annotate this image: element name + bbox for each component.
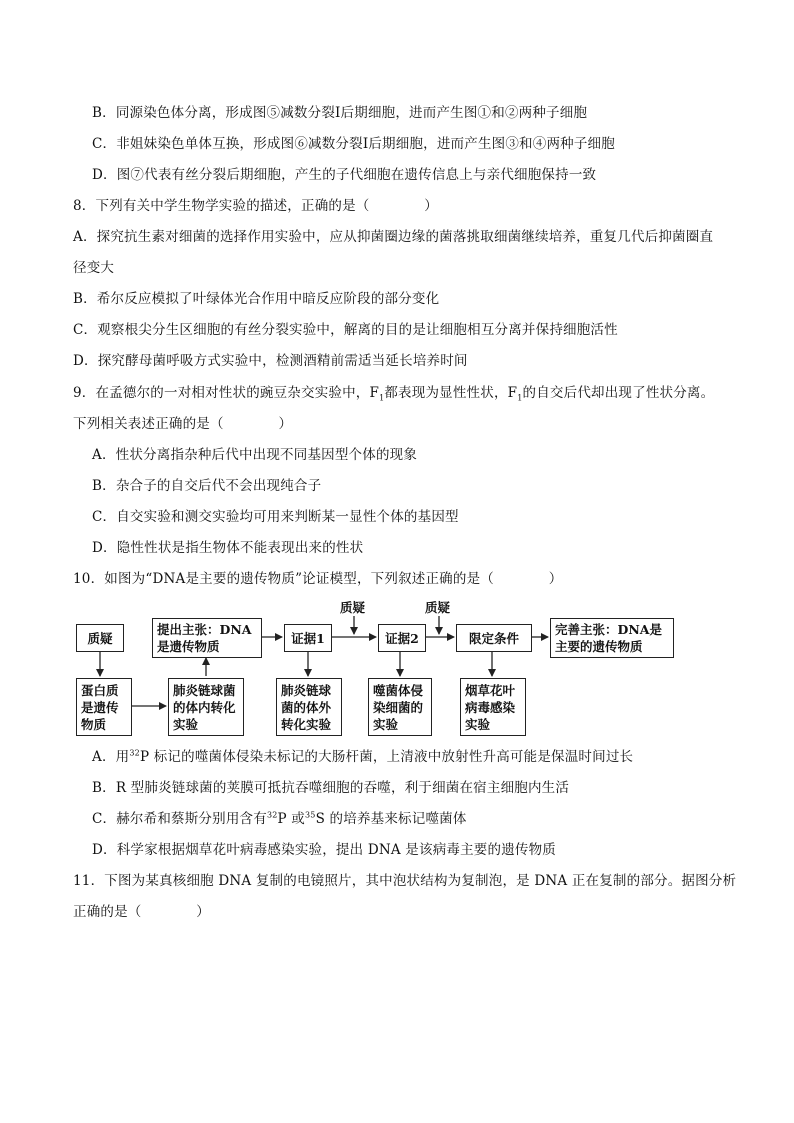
q10-option-d: D．科学家根据烟草花叶病毒感染实验，提出 DNA 是该病毒主要的遗传物质 — [92, 842, 556, 858]
q10-option-b: B．R 型肺炎链球菌的荚膜可抵抗吞噬细胞的吞噬，利于细菌在宿主细胞内生活 — [92, 780, 570, 796]
q8-option-b: B．希尔反应模拟了叶绿体光合作用中暗反应阶段的部分变化 — [73, 291, 440, 307]
q10-option-a-pre: A．用 — [92, 749, 130, 765]
box-phage-infection: 噬菌体侵染细菌的实验 — [368, 678, 432, 736]
q9-stem-part2: 都表现为显性性状，F — [384, 385, 518, 401]
box-refined-claim: 完善主张：DNA是主要的遗传物质 — [550, 618, 674, 658]
q9-subscript-2: 1 — [517, 393, 523, 403]
q7-option-d: D．图⑦代表有丝分裂后期细胞，产生的子代细胞在遗传信息上与亲代细胞保持一致 — [92, 167, 597, 183]
box-protein-hypothesis: 蛋白质是遗传物质 — [76, 678, 132, 736]
q9-stem-line1 — [73, 383, 714, 403]
label-zhiyi-1: 质疑 — [340, 600, 366, 615]
q10-option-c-pre: C．赫尔希和蔡斯分别用含有 — [92, 811, 267, 827]
q10-option-c-post: S 的培养基来标记噬菌体 — [315, 811, 467, 827]
q10-stem: 10．如图为“DNA是主要的遗传物质”论证模型，下列叙述正确的是（ ） — [73, 571, 563, 587]
q8-option-d: D．探究酵母菌呼吸方式实验中，检测酒精前需适当延长培养时间 — [73, 353, 468, 369]
q9-option-d: D．隐性性状是指生物体不能表现出来的性状 — [92, 540, 364, 556]
box-zhiyi: 质疑 — [76, 624, 124, 652]
q9-stem-part3: 的自交后代却出现了性状分离。 — [522, 385, 715, 401]
box-tmv-infection: 烟草花叶病毒感染实验 — [460, 678, 526, 736]
q9-subscript-1: 1 — [379, 393, 385, 403]
q10-option-a — [92, 747, 633, 767]
q10-option-c — [92, 809, 467, 829]
box-evidence2: 证据2 — [378, 624, 426, 652]
q10-option-c-isotope1: 32 — [266, 810, 278, 820]
dna-argument-diagram — [70, 594, 690, 739]
q9-option-a: A．性状分离指杂种后代中出现不同基因型个体的现象 — [92, 447, 418, 463]
q11-stem-line2: 正确的是（ ） — [73, 904, 210, 920]
q7-option-c: C．非姐妹染色单体互换，形成图⑥减数分裂Ⅰ后期细胞，进而产生图③和④两种子细胞 — [92, 136, 615, 152]
q8-option-c: C．观察根尖分生区细胞的有丝分裂实验中，解离的目的是让细胞相互分离并保持细胞活性 — [73, 322, 618, 338]
q10-option-a-post: P 标记的噬菌体侵染未标记的大肠杆菌，上清液中放射性升高可能是保温时间过长 — [139, 749, 634, 765]
q9-option-b: B．杂合子的自交后代不会出现纯合子 — [92, 478, 322, 494]
q8-option-a-line2: 径变大 — [73, 260, 115, 276]
q8-option-a-line1: A．探究抗生素对细菌的选择作用实验中，应从抑菌圈边缘的菌落挑取细菌继续培养，重复几代后抑菌圈直 — [73, 229, 714, 245]
q9-stem-line2: 下列相关表述正确的是（ ） — [73, 416, 293, 432]
box-in-vitro-transformation: 肺炎链球菌的体外转化实验 — [276, 678, 342, 736]
box-limiting-condition: 限定条件 — [456, 624, 532, 652]
q10-option-c-isotope2: 35 — [305, 810, 316, 820]
box-initial-claim: 提出主张：DNA 是遗传物质 — [152, 618, 262, 658]
box-in-vivo-transformation: 肺炎链球菌的体内转化实验 — [168, 678, 244, 736]
q7-option-b: B．同源染色体分离，形成图⑤减数分裂Ⅰ后期细胞，进而产生图①和②两种子细胞 — [92, 105, 588, 121]
q10-option-c-mid: P 或 — [277, 811, 306, 827]
q11-stem-line1: 11．下图为某真核细胞 DNA 复制的电镜照片，其中泡状结构为复制泡，是 DNA 正在复制的部分。据图分析 — [73, 873, 737, 889]
q9-stem-part1: 9．在孟德尔的一对相对性状的豌豆杂交实验中，F — [73, 385, 380, 401]
q9-option-c: C．自交实验和测交实验均可用来判断某一显性个体的基因型 — [92, 509, 459, 525]
box-evidence1: 证据1 — [284, 624, 332, 652]
q8-stem: 8．下列有关中学生物学实验的描述，正确的是（ ） — [73, 198, 438, 214]
label-zhiyi-2: 质疑 — [425, 600, 451, 615]
q10-option-a-isotope: 32 — [129, 748, 140, 758]
